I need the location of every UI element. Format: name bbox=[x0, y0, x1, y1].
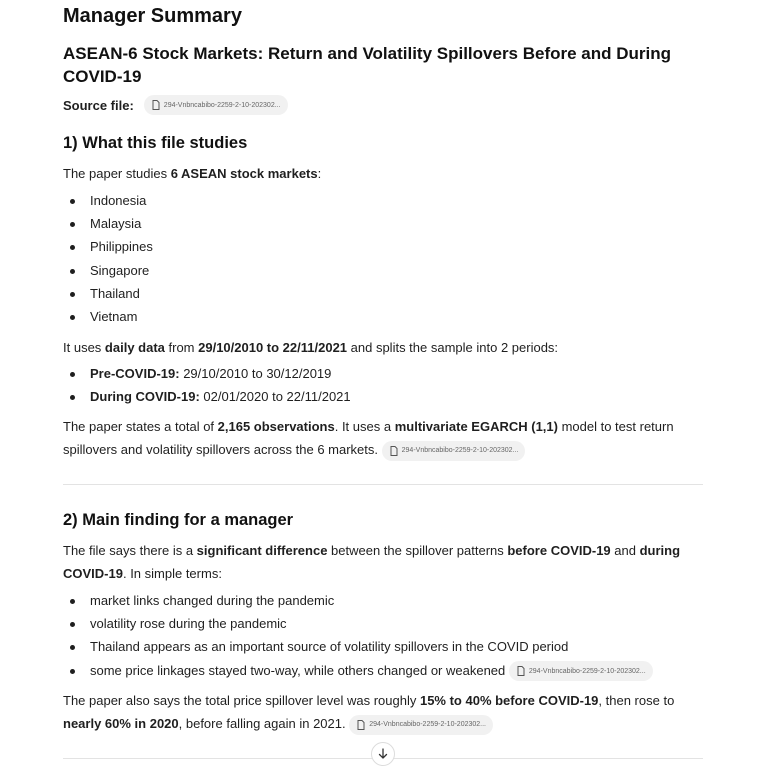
citation-chip[interactable] bbox=[509, 661, 653, 681]
spillover-level-paragraph: The paper also says the total price spillover level was roughly 15% to 40% before COVID-19, then rose to nearly 60% in 2020, before falling again in 2021. 294-Vnbncabibo-2259-2-10-202302... bbox=[63, 689, 703, 735]
data-description: It uses daily data from 29/10/2010 to 22/11/2021 and splits the sample into 2 periods: bbox=[63, 340, 559, 355]
finding-paragraph: The file says there is a significant difference between the spillover patterns before COVID-19 and during COVID-19. In simple terms: bbox=[63, 543, 681, 581]
findings-list bbox=[63, 589, 703, 682]
studies-intro: The paper studies 6 ASEAN stock markets: bbox=[63, 166, 322, 181]
document-icon bbox=[357, 720, 365, 730]
list-item: During COVID-19: 02/01/2020 to 22/11/2021 bbox=[63, 385, 703, 408]
document-icon bbox=[152, 100, 160, 110]
list-item: volatility rose during the pandemic bbox=[63, 612, 703, 635]
section-heading-studies: 1) What this file studies bbox=[63, 134, 248, 152]
paper-title: ASEAN-6 Stock Markets: Return and Volatility Spillovers Before and During COVID-19 bbox=[63, 44, 672, 86]
divider bbox=[63, 484, 703, 485]
list-item: Philippines bbox=[63, 235, 703, 258]
citation-text: 294-Vnbncabibo-2259-2-10-202302... bbox=[528, 667, 646, 675]
section-heading-finding: 2) Main finding for a manager bbox=[63, 511, 294, 529]
citation-chip[interactable] bbox=[382, 441, 526, 461]
source-file-label: Source file: bbox=[63, 97, 134, 113]
arrow-down-icon bbox=[377, 748, 389, 760]
document-icon bbox=[390, 446, 398, 456]
citation-chip[interactable] bbox=[349, 715, 493, 735]
observations-paragraph: The paper states a total of 2,165 observations. It uses a multivariate EGARCH (1,1) model to test return spillovers and volatility spillovers across the 6 markets. 294-Vnbncabibo-2259-2-10-202302... bbox=[63, 415, 703, 461]
list-item: Malaysia bbox=[63, 212, 703, 235]
scroll-down-button[interactable] bbox=[371, 742, 395, 766]
markets-list bbox=[63, 189, 703, 328]
citation-chip[interactable] bbox=[144, 95, 288, 115]
page-title: Manager Summary bbox=[63, 5, 242, 27]
list-item: market links changed during the pandemic bbox=[63, 589, 703, 612]
list-item: Thailand bbox=[63, 282, 703, 305]
list-item: Singapore bbox=[63, 259, 703, 282]
citation-text: 294-Vnbncabibo-2259-2-10-202302... bbox=[401, 447, 519, 455]
document-icon bbox=[517, 666, 525, 676]
citation-text: 294-Vnbncabibo-2259-2-10-202302... bbox=[163, 101, 281, 109]
list-item: Vietnam bbox=[63, 305, 703, 328]
list-item: Pre-COVID-19: 29/10/2010 to 30/12/2019 bbox=[63, 362, 703, 385]
citation-text: 294-Vnbncabibo-2259-2-10-202302... bbox=[369, 721, 486, 729]
source-file-row bbox=[63, 94, 288, 116]
list-item: Indonesia bbox=[63, 189, 703, 212]
list-item: some price linkages stayed two-way, while others changed or weakened 294-Vnbncabibo-2259-2-10-202302... bbox=[63, 659, 703, 682]
periods-list bbox=[63, 362, 703, 408]
list-item: Thailand appears as an important source of volatility spillovers in the COVID period bbox=[63, 635, 703, 658]
